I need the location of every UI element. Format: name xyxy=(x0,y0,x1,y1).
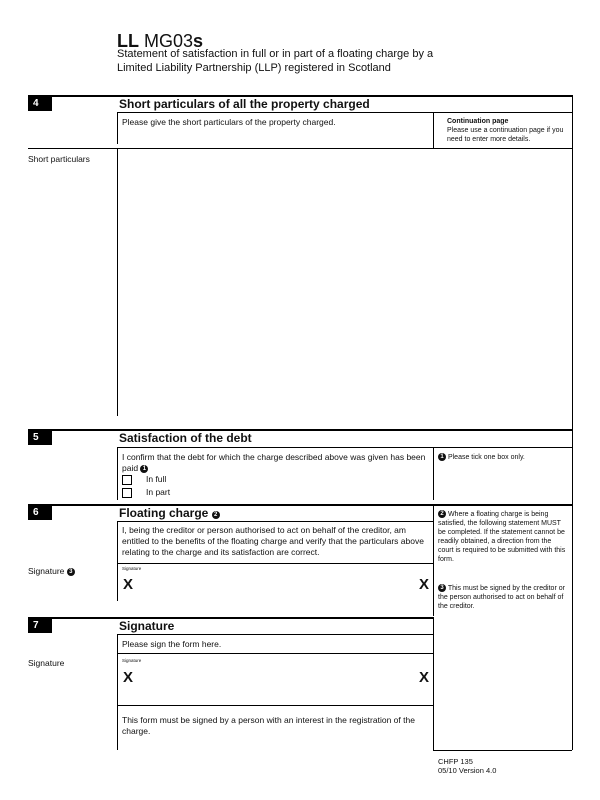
section-7-sig-box-label: Signature xyxy=(122,658,142,663)
section-5-heading: Satisfaction of the debt xyxy=(119,431,252,445)
section-7-signature-field[interactable] xyxy=(118,654,432,704)
section-4-number: 4 xyxy=(28,97,52,111)
debt-confirm-statement: I confirm that the debt for which the charge described above was given has been paid xyxy=(122,452,426,473)
form-suffix: s xyxy=(193,31,204,51)
section-5-side-divider xyxy=(433,447,434,500)
short-particulars-field[interactable] xyxy=(117,149,572,416)
section-5-rule xyxy=(28,429,572,431)
side-note-1 xyxy=(438,453,568,462)
section-6-cross-left: X xyxy=(123,576,134,593)
short-particulars-label: Short particulars xyxy=(28,154,90,164)
section-4-heading: Short particulars of all the property charged xyxy=(119,97,370,111)
side-note-3 xyxy=(438,584,568,611)
footer-version: 05/10 Version 4.0 xyxy=(438,766,497,775)
section-4-side-divider xyxy=(433,112,434,148)
section-6-number: 6 xyxy=(28,506,52,520)
section-5-number: 5 xyxy=(28,431,52,445)
form-code-text: MG03 xyxy=(144,31,194,51)
in-part-checkbox[interactable] xyxy=(122,488,132,498)
continuation-page-title: Continuation page xyxy=(447,118,509,125)
section-6-heading xyxy=(119,506,220,520)
side-note-1-text: Please tick one box only. xyxy=(447,454,525,461)
section-7-signature-label: Signature xyxy=(28,658,65,668)
side-note-2 xyxy=(438,510,568,564)
form-title: Statement of satisfaction in full or in part of a floating charge by a Limited Liability Partnership (LLP) registered in Scotland xyxy=(117,48,434,74)
section-6-signature-field[interactable] xyxy=(118,564,432,600)
section-4-vline xyxy=(117,112,118,144)
section-4-subrule xyxy=(117,112,572,113)
debt-confirm-text xyxy=(122,452,427,474)
section-5-vline xyxy=(117,447,118,500)
section-7-side-divider xyxy=(433,617,434,750)
section-6-sig-box-label: Signature xyxy=(122,566,142,571)
signature-note-3-marker: 3 xyxy=(67,568,75,576)
section-5-subrule xyxy=(117,447,572,448)
page-right-border xyxy=(572,95,573,750)
continuation-page-note: Please use a continuation page if you need to enter more details. xyxy=(447,127,564,143)
page-bottom-rule xyxy=(433,750,572,751)
form-prefix: LL xyxy=(117,31,139,51)
section-6-rule xyxy=(28,504,572,506)
in-part-label: In part xyxy=(146,487,171,497)
heading-note-2-marker: 2 xyxy=(212,511,220,519)
section-7-subrule xyxy=(117,634,433,635)
side-note-2-text: Where a floating charge is being satisfied, the following statement MUST be completed. If the statement cannot be readily obtained, a direction from the court is required to be submitted with this form. xyxy=(438,511,566,563)
section-6-signature-label-text: Signature xyxy=(28,566,65,576)
section-7-note-rule xyxy=(117,705,433,706)
section-6-heading-text: Floating charge xyxy=(119,506,209,520)
section-6-subrule xyxy=(117,521,433,522)
section-7-rule xyxy=(28,617,433,619)
in-full-checkbox[interactable] xyxy=(122,475,132,485)
section-7-instruction: Please sign the form here. xyxy=(122,639,222,649)
side-note-3-text: This must be signed by the creditor or the person authorised to act on behalf of the creditor. xyxy=(438,585,565,610)
section-6-side-divider xyxy=(433,506,434,616)
section-7-heading: Signature xyxy=(119,619,175,633)
section-7-footer-note: This form must be signed by a person with an interest in the registration of the charge. xyxy=(122,715,415,736)
section-4-instruction: Please give the short particulars of the property charged. xyxy=(122,117,336,127)
section-6-signature-label xyxy=(28,566,75,576)
in-full-label: In full xyxy=(146,474,167,484)
side-note-3-marker: 3 xyxy=(438,584,446,592)
section-7-number: 7 xyxy=(28,619,52,633)
section-7-cross-left: X xyxy=(123,669,134,686)
note-1-marker: 1 xyxy=(140,465,148,473)
side-note-2-marker: 2 xyxy=(438,510,446,518)
floating-charge-statement: I, being the creditor or person authorised to act on behalf of the creditor, am entitled to the benefits of the floating charge and verify that the particulars above relating to the charge and its satisfaction are correct. xyxy=(122,525,424,557)
section-6-cross-right: X xyxy=(419,576,430,593)
footer-code: CHFP 135 xyxy=(438,757,473,766)
side-note-1-marker: 1 xyxy=(438,453,446,461)
section-7-cross-right: X xyxy=(419,669,430,686)
